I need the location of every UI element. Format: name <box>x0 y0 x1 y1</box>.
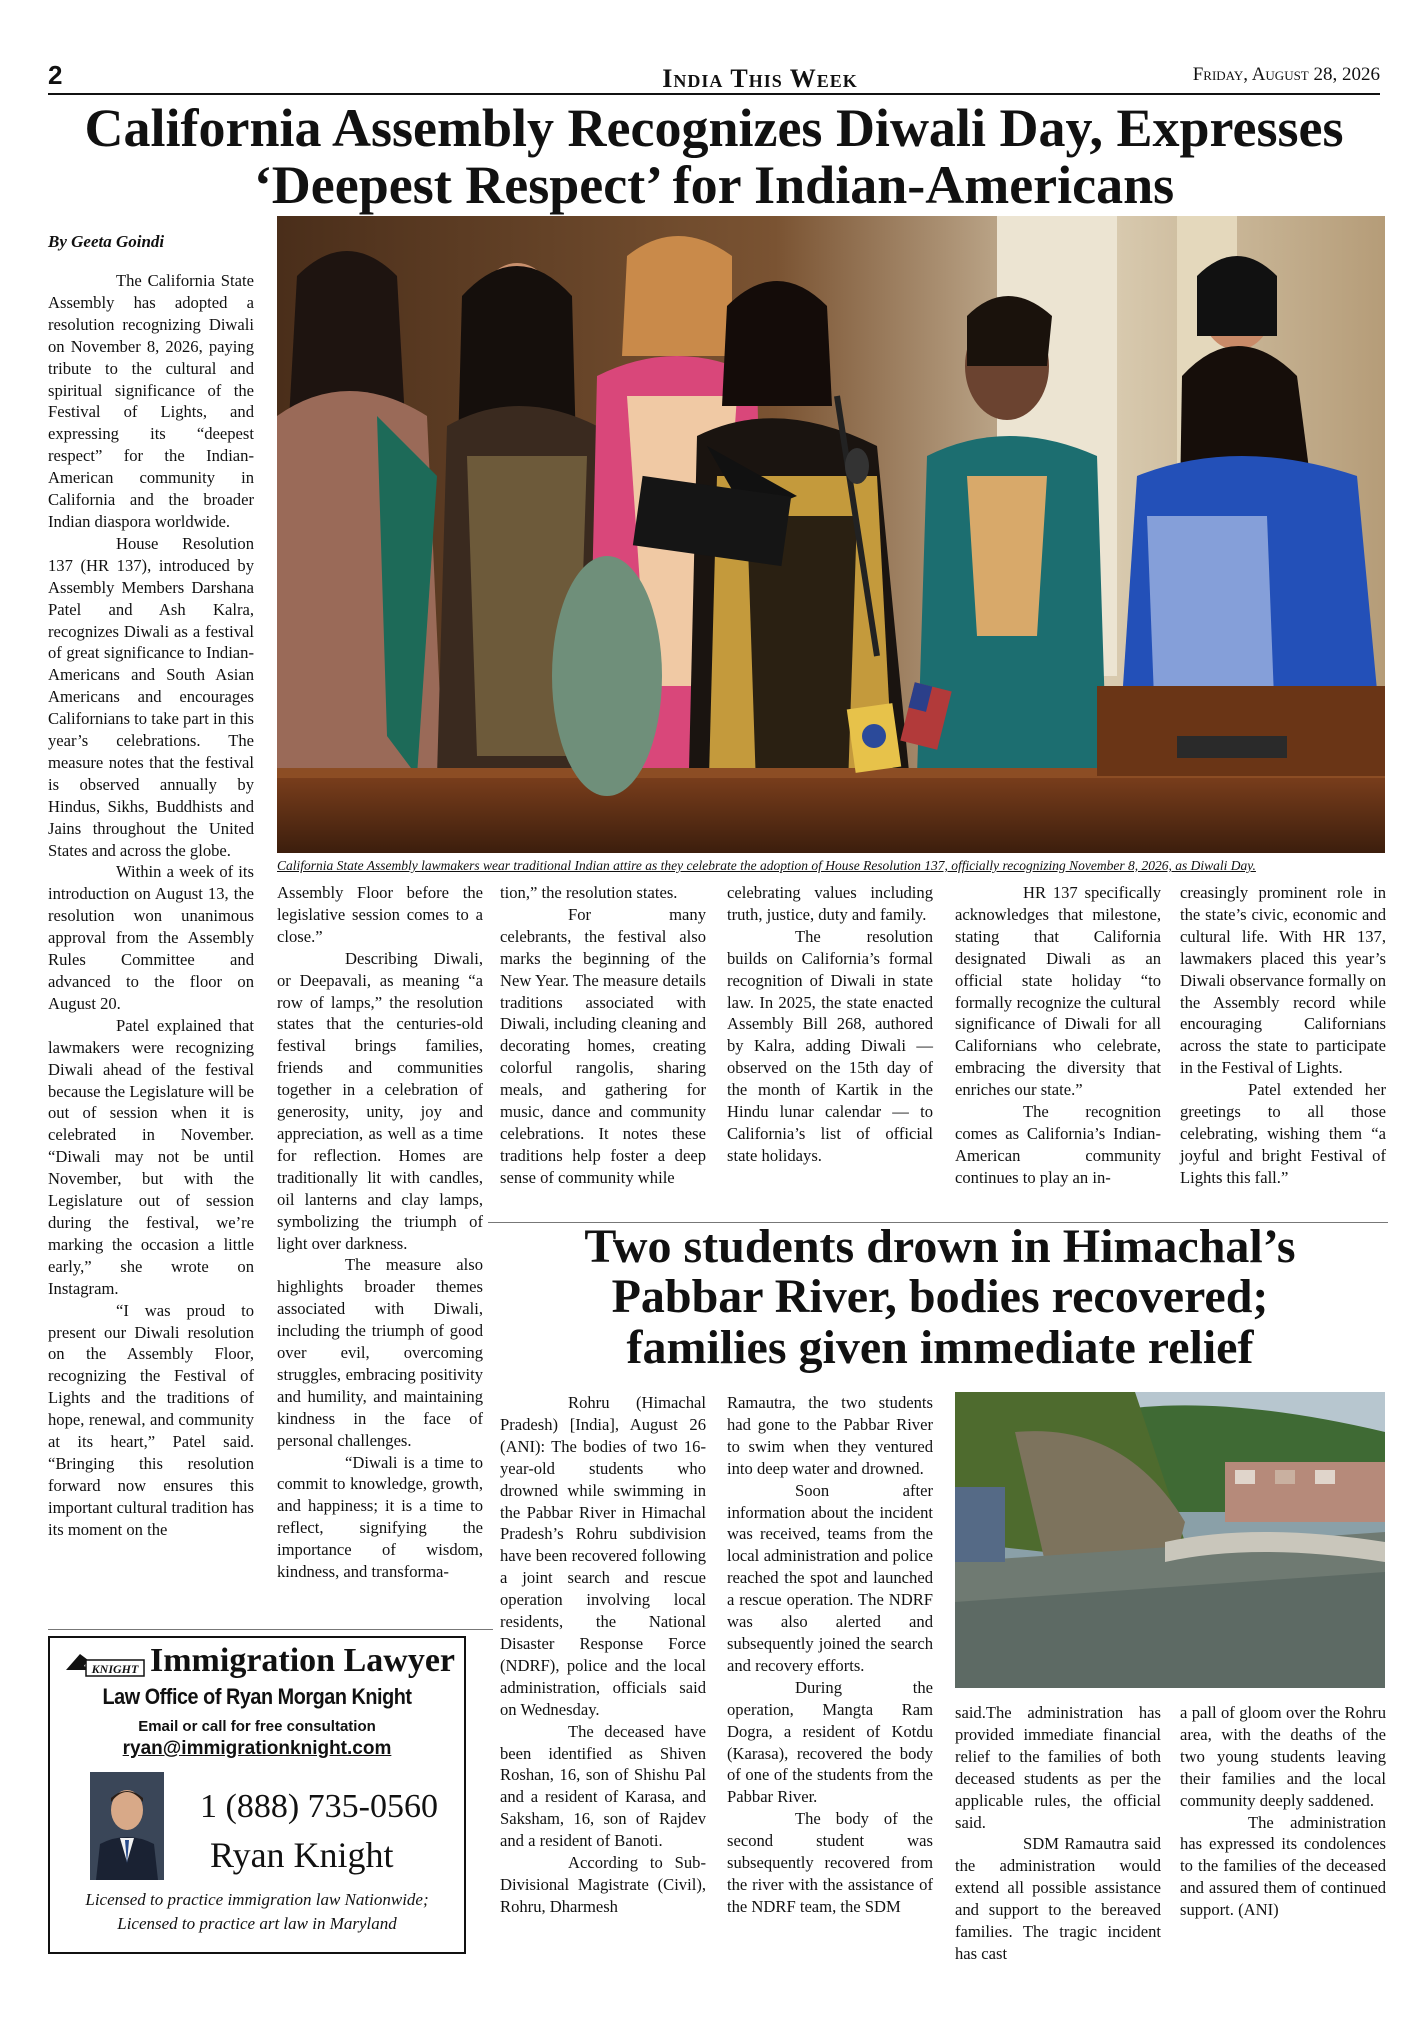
article1-column-6 <box>1180 882 1386 1189</box>
ad-title: Immigration Lawyer <box>150 1642 456 1679</box>
header-rule <box>48 93 1380 95</box>
article1-paragraph: Patel extended her greetings to all those celebrating, wishing them “a joyful and bright Festival of Lights this fall.” <box>1180 1080 1386 1187</box>
article1-column-5 <box>955 882 1161 1189</box>
article2-paragraph: Rohru (Himachal Pradesh) [India], August 26 (ANI): The bodies of two 16-year-old students who drowned while swimming in the Pabbar River in Himachal Pradesh’s Rohru subdivision have been recovered following a joint search and rescue operation involving local residents, the National Disaster Response Force (NDRF), police and the local administration, officials said on Wednesday. <box>500 1393 706 1719</box>
page-number: 2 <box>48 60 63 90</box>
article1-byline: By Geeta Goindi <box>48 232 165 251</box>
article1-paragraph: Patel explained that lawmakers were recognizing Diwali ahead of the festival because the Legislature will be out of session when it is celebrated in November. “Diwali may not be until November, but with the Legislature out of session during the festival, we’re marking the occasion a little early,” she wrote on Instagram. <box>48 1015 254 1298</box>
article1-column-4 <box>727 882 933 1167</box>
pabbar-river-photo <box>955 1392 1385 1688</box>
article1-paragraph: Assembly Floor before the legislative session comes to a close.” <box>277 883 483 946</box>
article2-column-2 <box>727 1392 933 1918</box>
knight-logo <box>62 1648 146 1678</box>
article1-paragraph: creasingly prominent role in the state’s civic, economic and cultural life. With HR 137, lawmakers placed this year’s Diwali observance formally on the Assembly record while encouraging Californians across the state to participate in the Festival of Lights. <box>1180 883 1386 1078</box>
article1-paragraph: The resolution builds on California’s formal recognition of Diwali in state law. In 2025, the state enacted Assembly Bill 268, authored by Kalra, adding Diwali — observed on the 15th day of the month of Kartik in the Hindu lunar calendar — to California’s list of official state holidays. <box>727 926 933 1165</box>
ad-firm-name: Law Office of Ryan Morgan Knight <box>102 1684 412 1709</box>
article1-paragraph: “I was proud to present our Diwali resolution on the Assembly Floor, recognizing the Festival of Lights and the traditions of hope, renewal, and community at its heart,” Patel said. “Bringing this resolution forward now ensures this important cultural tradition has its moment on the <box>48 1300 254 1539</box>
ad-divider <box>48 1629 493 1630</box>
article2-paragraph: Ramautra, the two students had gone to the Pabbar River to swim when they ventured into deep water and drowned. <box>727 1393 933 1478</box>
article1-paragraph: “Diwali is a time to commit to knowledge, growth, and happiness; it is a time to reflect, signifying the importance of wisdom, kindness, and transforma- <box>277 1452 483 1582</box>
article2-column-4 <box>1180 1702 1386 1921</box>
article1-paragraph: tion,” the resolution states. <box>500 883 678 902</box>
ad-license-line1: Licensed to practice immigration law Nationwide; <box>85 1890 429 1909</box>
masthead: India This Week <box>662 64 858 93</box>
ad-license-line2: Licensed to practice art law in Maryland <box>117 1914 397 1933</box>
article2-paragraph: The deceased have been identified as Shiven Roshan, 16, son of Shishu Pal and a resident of Karasa, and Saksham, 16, son of Rajdev and a resident of Banoti. <box>500 1721 706 1851</box>
ad-cta: Email or call for free consultation <box>138 1718 376 1735</box>
issue-date: Friday, August 28, 2026 <box>1192 64 1380 85</box>
article1-column-3 <box>500 882 706 1189</box>
article1-paragraph: The measure also highlights broader themes associated with Diwali, including the triumph of good over evil, overcoming struggles, embracing positivity and humility, and maintaining kindness in the face of personal challenges. <box>277 1255 483 1450</box>
article2-headline-line3: families given immediate relief <box>626 1320 1254 1374</box>
assembly-lawmakers-photo <box>277 216 1385 853</box>
article1-paragraph: Describing Diwali, or Deepavali, as meaning “a row of lamps,” the resolution states that the centuries-old festival brings families, friends and communities together in a celebration of generosity, unity, joy and appreciation, as well as a time for reflection. Homes are traditionally lit with candles, oil lanterns and clay lamps, symbolizing the triumph of light over darkness. <box>277 948 483 1253</box>
article1-paragraph: House Resolution 137 (HR 137), introduced by Assembly Members Darshana Patel and Ash Kalra, recognizes Diwali as a festival of great significance to Indian-Americans and South Asian Americans and encourages Californians to take part in this year’s celebrations. The measure notes that the festival is observed annually by Hindus, Sikhs, Buddhists and Jains throughout the United States and across the globe. <box>48 533 254 860</box>
article1-paragraph: celebrating values including truth, justice, duty and family. <box>727 883 933 924</box>
article1-column-2 <box>277 882 483 1583</box>
article2-headline-line2: Pabbar River, bodies recovered; <box>611 1270 1269 1324</box>
article2-paragraph: The body of the second student was subsequently recovered from the river with the assistance of the NDRF team, the SDM <box>727 1809 933 1916</box>
article1-headline-line2: ‘Deepest Respect’ for Indian-Americans <box>253 154 1175 215</box>
article1-headline <box>40 100 1388 213</box>
ad-lawyer-name: Ryan Knight <box>210 1835 394 1875</box>
knight-logo-text: KNIGHT <box>91 1662 139 1676</box>
article2-headline-line1: Two students drown in Himachal’s <box>584 1220 1296 1273</box>
article2-paragraph: a pall of gloom over the Rohru area, with the deaths of the two young students leaving their families and the local community deeply saddened. <box>1180 1703 1386 1810</box>
lawyer-portrait <box>90 1772 164 1880</box>
photo1-caption: California State Assembly lawmakers wear traditional Indian attire as they celebrate the adoption of House Resolution 137, officially recognizing November 8, 2026, as Diwali Day. <box>277 858 1256 873</box>
article1-paragraph: HR 137 specifically acknowledges that milestone, stating that California designated Diwali as an official state holiday “to formally recognize the cultural significance of Diwali for all Californians who celebrate, embracing the diversity that enriches our state.” <box>955 883 1161 1100</box>
ad-phone-number[interactable]: 1 (888) 735-0560 <box>200 1788 438 1825</box>
article2-paragraph: SDM Ramautra said the administration would extend all possible assistance and support to the bereaved families. The tragic incident has cast <box>955 1834 1161 1963</box>
article1-column-1 <box>48 270 254 1541</box>
article1-paragraph: The recognition comes as California’s Indian-American community continues to play an in- <box>955 1102 1161 1187</box>
article2-paragraph: Soon after information about the incident was received, teams from the local administration and police reached the spot and launched a rescue operation. The NDRF was also alerted and subsequently joined the search and recovery efforts. <box>727 1480 933 1675</box>
article2-headline <box>500 1222 1380 1373</box>
article1-paragraph: For many celebrants, the festival also marks the beginning of the New Year. The measure details traditions associated with Diwali, including cleaning and decorating homes, creating colorful rangolis, sharing meals, and gathering for music, dance and community celebrations. It notes these traditions help foster a deep sense of community while <box>500 904 706 1187</box>
article2-paragraph: According to Sub-Divisional Magistrate (Civil), Rohru, Dharmesh <box>500 1853 706 1916</box>
article2-column-1 <box>500 1392 706 1918</box>
article2-paragraph: The administration has expressed its condolences to the families of the deceased and assured them of continued support. (ANI) <box>1180 1812 1386 1920</box>
ad-email-link[interactable]: ryan@immigrationknight.com <box>122 1738 392 1759</box>
article1-paragraph: Within a week of its introduction on August 13, the resolution won unanimous approval from the Assembly Rules Committee and advanced to the floor on August 20. <box>48 862 254 1013</box>
article1-paragraph: The California State Assembly has adopted a resolution recognizing Diwali on November 8, 2026, paying tribute to the cultural and spiritual significance of the Festival of Lights, and expressing its “deepest respect” for the Indian-American community in California and the broader Indian diaspora worldwide. <box>48 271 254 531</box>
immigration-lawyer-ad[interactable] <box>48 1636 466 1954</box>
article1-headline-line1: California Assembly Recognizes Diwali Day, Expresses <box>84 98 1344 158</box>
article2-paragraph: During the operation, Mangta Ram Dogra, a resident of Kotdu (Karasa), recovered the body of one of the students from the Pabbar River. <box>727 1677 933 1807</box>
article2-paragraph: said.The administration has provided immediate financial relief to the families of both deceased students as per the applicable rules, the official said. <box>955 1703 1161 1832</box>
article2-column-3 <box>955 1702 1161 1965</box>
